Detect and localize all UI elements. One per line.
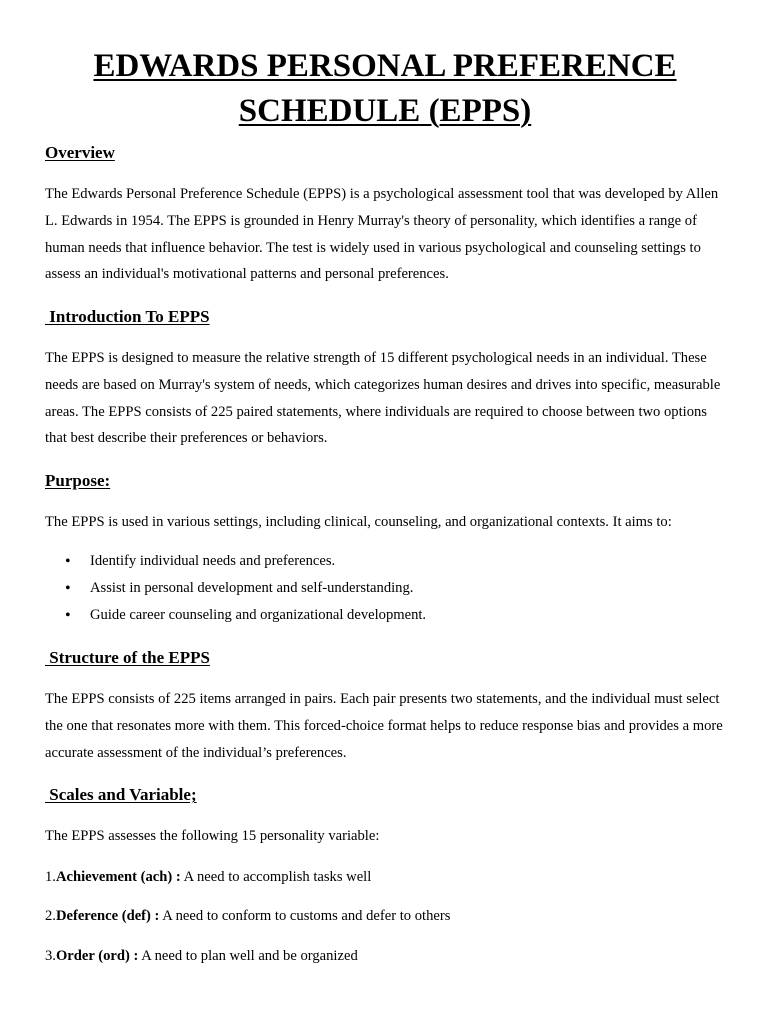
list-item-text: Assist in personal development and self-understanding. [90,580,414,596]
heading-purpose: Purpose: [45,471,111,490]
paragraph-introduction: The EPPS is designed to measure the relative strength of 15 different psychological needs in an individual. These needs are based on Murray's system of needs, which categorizes human desires and drives into specific, measurable areas. The EPPS consists of 225 paired statements, where individuals are required to choose between two options that best describe their preferences or behaviors. [45,350,721,447]
variable-item [45,906,450,926]
variable-number: 2. [45,908,56,924]
variable-description: A need to plan well and be organized [138,948,358,964]
paragraph-overview: The Edwards Personal Preference Schedule (EPPS) is a psychological assessment tool that was developed by Allen L. Edwards in 1954. The EPPS is grounded in Henry Murray's theory of personality, which identifies a range of human needs that influence behavior. The test is widely used in various psychological and counseling settings to assess an individual's motivational patterns and personal preferences. [45,186,719,283]
variable-item [45,867,371,887]
purpose-bullet-list [45,548,725,629]
variable-number: 1. [45,869,56,885]
paragraph-structure: The EPPS consists of 225 items arranged in pairs. Each pair presents two statements, and the individual must select the one that resonates more with them. This forced-choice format helps to reduce response bias and provides a more accurate assessment of the individual’s preferences. [45,691,723,761]
list-item [45,602,725,629]
list-item-text: Identify individual needs and preferences. [90,553,336,569]
list-item [45,575,725,602]
variable-name: Order (ord) : [55,948,139,964]
variable-item [45,946,358,966]
bullet-icon: • [65,553,71,570]
heading-structure: Structure of the EPPS [45,648,210,667]
paragraph-scales: The EPPS assesses the following 15 personality variable: [45,828,380,844]
variable-description: A need to conform to customs and defer to others [159,908,451,924]
heading-introduction: Introduction To EPPS [45,307,210,326]
variable-name: Deference (def) : [55,908,160,924]
variable-number: 3. [45,948,56,964]
list-item-text: Guide career counseling and organizational development. [90,607,427,623]
variable-description: A need to accomplish tasks well [180,869,372,885]
heading-scales: Scales and Variable; [45,785,197,804]
heading-overview: Overview [45,143,115,162]
bullet-icon: • [65,580,71,597]
list-item [45,548,725,575]
variable-name: Achievement (ach) : [55,869,181,885]
paragraph-purpose: The EPPS is used in various settings, including clinical, counseling, and organizational contexts. It aims to: [45,514,672,530]
bullet-icon: • [65,607,71,624]
document-title: EDWARDS PERSONAL PREFERENCE SCHEDULE (EPPS) [93,48,677,129]
